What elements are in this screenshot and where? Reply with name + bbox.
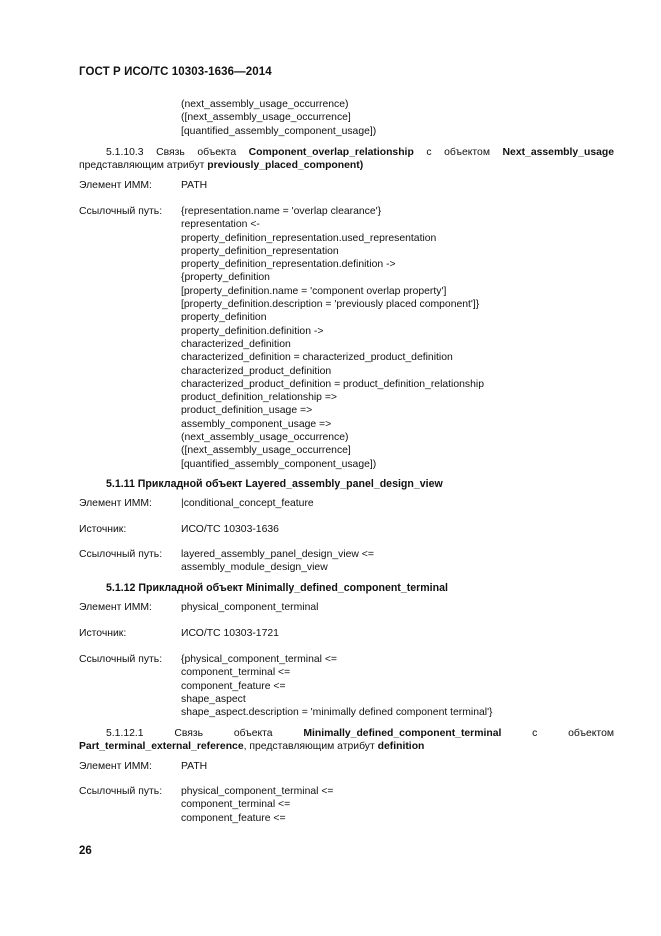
path-line: component_feature <= (181, 680, 286, 692)
ref-path-label: Ссылочный путь: (79, 206, 163, 217)
ref-path-lines (181, 205, 484, 471)
path-line: shape_aspect.description = 'minimally defined component terminal'} (181, 707, 493, 719)
path-line: property_definition_representation.definition -> (181, 259, 396, 271)
path-line: product_definition_usage => (181, 405, 313, 417)
object-name: Component_overlap_relationship (248, 147, 414, 158)
path-line: [quantified_assembly_component_usage]) (181, 458, 377, 470)
attribute-name: previously_placed_component) (207, 160, 364, 172)
ref-path-lines (181, 785, 334, 825)
paragraph-line-1 (79, 727, 614, 740)
document-header: ГОСТ Р ИСО/ТС 10303-1636—2014 (79, 66, 272, 78)
path-line: [property_definition.description = 'previously placed component']} (181, 299, 480, 311)
page-number: 26 (79, 845, 92, 857)
path-line: property_definition_representation.used_representation (181, 232, 437, 244)
clause-number: 5.1.12.1 (106, 728, 144, 739)
path-line: {property_definition (181, 272, 270, 284)
path-line: ([next_assembly_usage_occurrence] (181, 445, 351, 457)
path-line: [property_definition.name = 'component overlap property'] (181, 285, 447, 297)
source-value: ИСО/ТС 10303-1636 (181, 524, 279, 535)
ref-path-label: Ссылочный путь: (79, 549, 163, 560)
path-line: (next_assembly_usage_occurrence) (181, 432, 349, 444)
word: с (532, 728, 538, 739)
clause-number: 5.1.10.3 (106, 147, 144, 158)
top-continuation-lines (181, 98, 376, 138)
path-line: component_feature <= (181, 812, 286, 824)
path-line: [quantified_assembly_component_usage]) (181, 125, 377, 137)
paragraph-5-1-12-1 (79, 727, 614, 754)
element-value: physical_component_terminal (181, 602, 319, 613)
path-line: layered_assembly_panel_design_view <= (181, 549, 374, 560)
attribute-name: definition (377, 741, 425, 753)
source-label: Источник: (79, 524, 127, 535)
path-line: representation <- (181, 219, 260, 231)
path-line: characterized_product_definition (181, 365, 332, 377)
path-line: assembly_module_design_view (181, 562, 328, 574)
element-label: Элемент ИММ: (79, 602, 152, 613)
word: объектом (568, 728, 614, 739)
element-label: Элемент ИММ: (79, 180, 152, 191)
ref-path-label: Ссылочный путь: (79, 786, 163, 797)
path-line: {representation.name = 'overlap clearance'} (181, 206, 382, 217)
path-line: characterized_definition (181, 338, 291, 350)
path-line: assembly_component_usage => (181, 418, 332, 430)
element-value: PATH (181, 761, 208, 772)
element-value: PATH (181, 180, 208, 191)
paragraph-5-1-10-3 (79, 146, 614, 173)
word: Связь (174, 728, 204, 739)
element-value: |conditional_concept_feature (181, 498, 314, 509)
word: с (426, 147, 432, 158)
target-object-name: Part_terminal_external_reference (79, 741, 244, 753)
ref-path-lines (181, 653, 493, 719)
paragraph-line-1 (79, 146, 614, 159)
source-label: Источник: (79, 628, 127, 639)
word: объекта (233, 728, 273, 739)
path-line: component_terminal <= (181, 667, 291, 679)
path-line: ([next_assembly_usage_occurrence] (181, 112, 351, 124)
section-title-5-1-12: 5.1.12 Прикладной объект Minimally_defined_component_terminal (106, 582, 448, 594)
path-line: product_definition_relationship => (181, 392, 337, 404)
ref-path-lines (181, 548, 374, 575)
element-label: Элемент ИММ: (79, 761, 152, 772)
path-line: shape_aspect (181, 693, 246, 705)
path-line: physical_component_terminal <= (181, 786, 334, 797)
paragraph-line-2 (79, 159, 614, 172)
word: объектом (444, 147, 490, 158)
paragraph-line-2 (79, 740, 614, 753)
text: , представляющим атрибут (243, 741, 378, 753)
word: объекта (197, 147, 237, 158)
path-line: {physical_component_terminal <= (181, 654, 337, 665)
path-line: property_definition.definition -> (181, 325, 324, 337)
path-line: property_definition_representation (181, 245, 339, 257)
path-line: characterized_definition = characterized_product_definition (181, 352, 453, 364)
path-line: property_definition (181, 312, 267, 324)
path-line: component_terminal <= (181, 799, 291, 811)
element-label: Элемент ИММ: (79, 498, 152, 509)
ref-path-label: Ссылочный путь: (79, 654, 163, 665)
section-title-5-1-11: 5.1.11 Прикладной объект Layered_assembly_panel_design_view (106, 478, 443, 490)
path-line: characterized_product_definition = product_definition_relationship (181, 378, 484, 390)
text: представляющим атрибут (79, 160, 208, 172)
target-object-name: Next_assembly_usage (502, 147, 615, 158)
word: Связь (156, 147, 185, 158)
object-name: Minimally_defined_component_terminal (303, 728, 502, 739)
path-line: (next_assembly_usage_occurrence) (181, 99, 349, 110)
source-value: ИСО/ТС 10303-1721 (181, 628, 279, 639)
